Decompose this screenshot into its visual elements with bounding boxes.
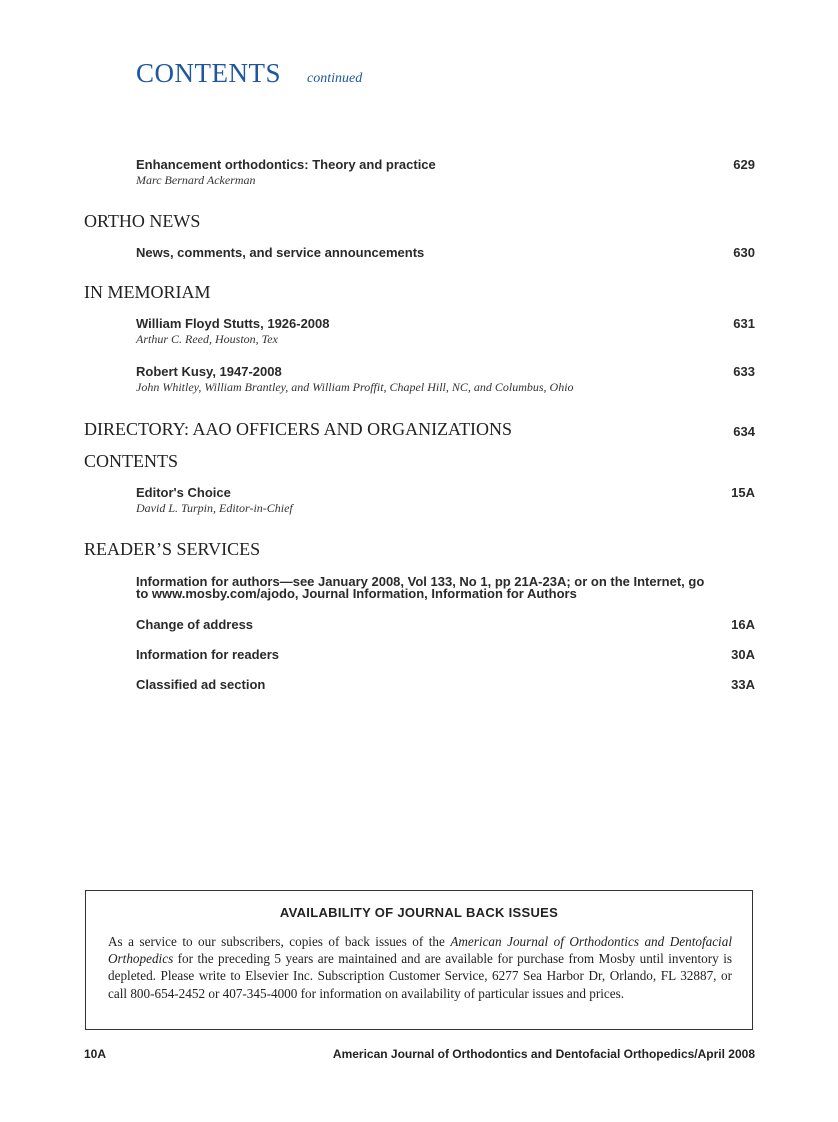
entry-page: 633	[733, 364, 755, 379]
entry-author: David L. Turpin, Editor-in-Chief	[136, 501, 293, 515]
entry-author: Arthur C. Reed, Houston, Tex	[136, 332, 278, 346]
entry-author: Marc Bernard Ackerman	[136, 173, 256, 187]
section-heading-contents: CONTENTS	[84, 451, 178, 471]
page-header	[136, 58, 362, 89]
back-issues-box	[85, 890, 753, 1030]
entry-page: 16A	[731, 617, 755, 632]
page-title: CONTENTS	[136, 58, 281, 88]
entry-page: 629	[733, 157, 755, 172]
entry-page: 631	[733, 316, 755, 331]
toc-entry-info-authors[interactable]	[136, 576, 755, 600]
box-body-text: As a service to our subscribers, copies of back issues of the	[108, 934, 451, 949]
entry-title: Classified ad section	[136, 677, 266, 692]
section-heading-ortho-news: ORTHO NEWS	[84, 211, 201, 231]
journal-footer: American Journal of Orthodontics and Dentofacial Orthopedics/April 2008	[332, 1047, 755, 1061]
box-title: AVAILABILITY OF JOURNAL BACK ISSUES	[279, 905, 559, 920]
section-heading-directory[interactable]: DIRECTORY: AAO OFFICERS AND ORGANIZATIONS	[84, 419, 513, 439]
section-heading-in-memoriam: IN MEMORIAM	[84, 282, 211, 302]
entry-page: 33A	[731, 677, 755, 692]
toc-entry[interactable]	[136, 157, 755, 188]
toc-entry[interactable]	[136, 364, 755, 395]
section-heading-readers-services: READER’S SERVICES	[84, 539, 261, 559]
continued-label: continued	[307, 71, 363, 86]
box-body	[108, 933, 732, 1002]
entry-page: 630	[733, 245, 755, 260]
entry-title: News, comments, and service announcements	[136, 245, 425, 260]
toc-entry[interactable]	[136, 677, 755, 692]
entry-title: Enhancement orthodontics: Theory and practice	[136, 157, 436, 172]
toc-entry[interactable]	[136, 647, 755, 662]
entry-author: John Whitley, William Brantley, and William Proffit, Chapel Hill, NC, and Columbus, Ohio	[136, 380, 574, 394]
toc-entry[interactable]	[136, 245, 755, 260]
entry-title-line: to www.mosby.com/ajodo, Journal Information, Information for Authors	[136, 586, 577, 601]
entry-page: 30A	[731, 647, 755, 662]
journal-name: American Journal of Orthodontics and Dentofacial Orthopedics	[108, 934, 732, 967]
entry-title: Robert Kusy, 1947-2008	[136, 364, 282, 379]
page-number: 10A	[84, 1047, 107, 1061]
toc-entry[interactable]	[136, 485, 755, 516]
entry-title: Editor's Choice	[136, 485, 231, 500]
box-body-text: for the preceding 5 years are maintained and are available for purchase from Mosby until inventory is depleted. Please write to Elsevier Inc. Subscription Customer Service, 6277 Sea Harbor Dr, Orlando, FL 32887, or call 800-654-2452 or 407-345-4000 for information on availability of particular issues and prices.	[108, 951, 732, 1001]
entry-title: Information for readers	[136, 647, 280, 662]
toc-entry[interactable]	[136, 617, 755, 632]
entry-page: 15A	[731, 485, 755, 500]
entry-title: William Floyd Stutts, 1926-2008	[136, 316, 330, 331]
toc-entry[interactable]	[136, 316, 755, 347]
entry-title-line: Information for authors—see January 2008, Vol 133, No 1, pp 21A-23A; or on the Internet, go	[136, 574, 705, 589]
section-page: 634	[733, 424, 755, 439]
entry-title: Change of address	[136, 617, 254, 632]
